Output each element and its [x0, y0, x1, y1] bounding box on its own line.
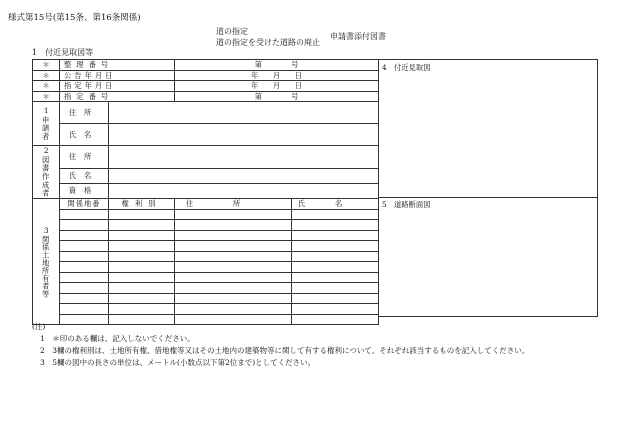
applicant-name-field[interactable]: [109, 124, 379, 146]
owners-cell[interactable]: [175, 293, 292, 304]
owners-cell[interactable]: [109, 241, 175, 252]
owners-row: [33, 262, 379, 273]
drafter-qualification-row: [33, 184, 379, 199]
form-row: [33, 91, 379, 102]
owners-heading: 3関係土地所有者等: [33, 199, 60, 325]
owners-cell[interactable]: [60, 262, 109, 273]
owners-row: [33, 314, 379, 325]
owners-cell[interactable]: [60, 220, 109, 231]
notes-heading: (注): [32, 322, 46, 331]
owners-cell[interactable]: [109, 209, 175, 220]
owners-cell[interactable]: [175, 220, 292, 231]
applicant-name-row: [33, 124, 379, 146]
applicant-name-label: 氏名: [60, 124, 109, 146]
owners-cell[interactable]: [109, 283, 175, 294]
drafter-heading: 2図書作成者: [33, 146, 60, 199]
owners-cell[interactable]: [175, 230, 292, 241]
section-4-label: 4 付近見取図: [382, 63, 431, 72]
owners-column-header: 氏名: [292, 199, 379, 210]
row-label: 指定番号: [60, 91, 175, 102]
owners-cell[interactable]: [175, 283, 292, 294]
owners-row: [33, 241, 379, 252]
owners-cell[interactable]: [292, 251, 379, 262]
owners-cell[interactable]: [60, 293, 109, 304]
owners-cell[interactable]: [60, 304, 109, 315]
owners-row: [33, 220, 379, 231]
owners-row: [33, 293, 379, 304]
note-item: 1 ＊印のある欄は、記入しないでください。: [40, 334, 195, 343]
owners-cell[interactable]: [109, 230, 175, 241]
drafter-name-label: 氏名: [60, 169, 109, 184]
row-value[interactable]: 年 月 日: [175, 70, 379, 81]
owners-cell[interactable]: [175, 241, 292, 252]
owners-cell[interactable]: [175, 304, 292, 315]
owners-cell[interactable]: [292, 241, 379, 252]
asterisk-mark: ＊: [33, 91, 60, 102]
owners-cell[interactable]: [109, 304, 175, 315]
owners-cell[interactable]: [60, 209, 109, 220]
owners-cell[interactable]: [292, 230, 379, 241]
owners-cell[interactable]: [292, 262, 379, 273]
title-line-2: 道の指定を受けた道路の廃止: [216, 38, 320, 47]
owners-row: [33, 304, 379, 315]
owners-column-header: 住所: [175, 199, 292, 210]
owners-cell[interactable]: [60, 230, 109, 241]
owners-row: [33, 283, 379, 294]
owners-cell[interactable]: [60, 314, 109, 325]
applicant-address-field[interactable]: [109, 102, 379, 124]
drafter-address-row: [33, 146, 379, 169]
row-label: 指定年月日: [60, 81, 175, 92]
owners-row: [33, 209, 379, 220]
title-line-1: 道の指定: [216, 27, 248, 36]
drafter-address-field[interactable]: [109, 146, 379, 169]
application-form-table: [32, 59, 379, 325]
form-row: [33, 70, 379, 81]
owners-cell[interactable]: [292, 293, 379, 304]
owners-cell[interactable]: [109, 293, 175, 304]
row-value[interactable]: 年 月 日: [175, 81, 379, 92]
row-label: 整理番号: [60, 60, 175, 71]
applicant-address-row: [33, 102, 379, 124]
owners-cell[interactable]: [109, 251, 175, 262]
note-item: 2 3欄の権利別は、土地所有権、借地権等又はその土地内の建築物等に関して有する権利について、それぞれ該当するものを記入してください。: [40, 346, 530, 355]
form-row: [33, 60, 379, 71]
owners-cell[interactable]: [109, 272, 175, 283]
owners-cell[interactable]: [292, 220, 379, 231]
owners-row: [33, 251, 379, 262]
section-5-label: 5 道路断面図: [382, 200, 431, 209]
drafter-name-field[interactable]: [109, 169, 379, 184]
row-value[interactable]: 第 号: [175, 91, 379, 102]
row-value[interactable]: 第 号: [175, 60, 379, 71]
owners-cell[interactable]: [292, 283, 379, 294]
owners-cell[interactable]: [109, 220, 175, 231]
drafter-qualification-label: 資格: [60, 184, 109, 199]
drafter-address-label: 住所: [60, 146, 109, 169]
owners-header-row: [33, 199, 379, 210]
owners-cell[interactable]: [109, 314, 175, 325]
owners-column-header: 関係地番: [60, 199, 109, 210]
section-1-label: 1 付近見取図等: [32, 48, 94, 57]
title-suffix: 申請書添付図書: [330, 32, 386, 41]
owners-cell[interactable]: [292, 272, 379, 283]
owners-cell[interactable]: [60, 272, 109, 283]
drafter-name-row: [33, 169, 379, 184]
right-panel-divider: [378, 197, 597, 198]
asterisk-mark: ＊: [33, 81, 60, 92]
asterisk-mark: ＊: [33, 70, 60, 81]
right-panel: [378, 59, 598, 317]
form-row: [33, 81, 379, 92]
owners-cell[interactable]: [175, 272, 292, 283]
applicant-address-label: 住所: [60, 102, 109, 124]
owners-cell[interactable]: [292, 304, 379, 315]
form-number: 様式第15号(第15条、第16条関係): [8, 13, 141, 23]
owners-cell[interactable]: [60, 283, 109, 294]
owners-column-header: 権利別: [109, 199, 175, 210]
owners-cell[interactable]: [292, 209, 379, 220]
owners-row: [33, 272, 379, 283]
owners-cell[interactable]: [60, 241, 109, 252]
note-item: 3 5欄の図中の長さの単位は、メートル(小数点以下第2位まで)としてください。: [40, 358, 316, 367]
owners-cell[interactable]: [292, 314, 379, 325]
owners-cell[interactable]: [175, 314, 292, 325]
owners-cell[interactable]: [60, 251, 109, 262]
owners-cell[interactable]: [109, 262, 175, 273]
row-label: 公告年月日: [60, 70, 175, 81]
owners-cell[interactable]: [175, 209, 292, 220]
owners-row: [33, 230, 379, 241]
drafter-qualification-field[interactable]: [109, 184, 379, 199]
owners-cell[interactable]: [175, 251, 292, 262]
asterisk-mark: ＊: [33, 60, 60, 71]
owners-cell[interactable]: [175, 262, 292, 273]
applicant-heading: 1申請者: [33, 102, 60, 146]
